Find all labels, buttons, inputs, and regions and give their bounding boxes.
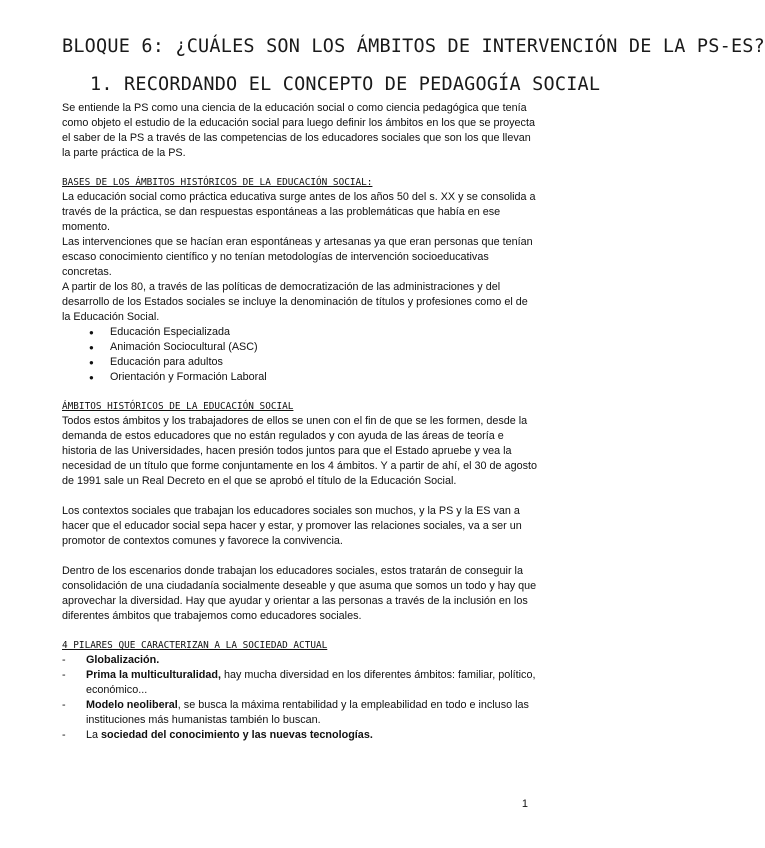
ambitos-paragraph-3: Dentro de los escenarios donde trabajan los educadores sociales, estos tratarán de conseguir la consolidación de una ciudadanía socialmente deseable y que asuma que somos un todo y hay que aprovechar la diversidad. Hay que ayudar y orientar a las personas a través de la inclusión en los diferentes ámbitos que trabajemos como educadores sociales. [62,565,537,622]
list-item: - Prima la multiculturalidad, hay mucha diversidad en los diferentes ámbitos: familiar, político, económico... [62,669,536,696]
section-heading-ambitos: ÁMBITOS HISTÓRICOS DE LA EDUCACIÓN SOCIAL [62,401,294,412]
ambitos-paragraph-1: Todos estos ámbitos y los trabajadores de ellos se unen con el fin de que se les formen, desde la demanda de estos educadores que no están regulados y con ayuda de las áreas de teoría e historia de las Universidades, hacen presión todos juntos para que el Estado apruebe y vea la necesidad de un título que forme conjuntamente en los 4 ámbitos. Y a partir de ahí, el 30 de agosto de 1991 sale un Real Decreto en el que se aprobó el título de la Educación Social. [62,415,537,487]
list-item: - Globalización. [62,654,160,666]
pilares-list [62,653,537,743]
list-item: ● Animación Sociocultural (ASC) [62,340,537,355]
page-number: 1 [521,798,528,810]
section-heading-pilares: 4 PILARES QUE CARACTERIZAN A LA SOCIEDAD ACTUAL [62,640,328,651]
intro-paragraph: Se entiende la PS como una ciencia de la educación social o como ciencia pedagógica que tenía como objeto el estudio de la educación social para luego definir los ámbitos en los que se proyecta el saber de la PS a través de las competencias de los educadores sociales que son los que llevan la parte práctica de la PS. [62,102,535,159]
block-title: BLOQUE 6: ¿CUÁLES SON LOS ÁMBITOS DE INTERVENCIÓN DE LA PS-ES? [62,36,765,57]
bases-paragraph-1: La educación social como práctica educativa surge antes de los años 50 del s. XX y se consolida a través de la práctica, se dan respuestas espontáneas a las problemáticas que había en ese momento. [62,191,536,233]
list-item: - Modelo neoliberal, se busca la máxima rentabilidad y la empleabilidad en todo e incluso las instituciones más humanistas también lo buscan. [62,699,529,726]
section-subtitle: 1. RECORDANDO EL CONCEPTO DE PEDAGOGÍA SOCIAL [90,74,601,95]
section-heading-bases: BASES DE LOS ÁMBITOS HISTÓRICOS DE LA EDUCACIÓN SOCIAL: [62,177,373,188]
list-item: ● Educación para adultos [62,355,537,370]
bases-paragraph-3: A partir de los 80, a través de las políticas de democratización de las administraciones y del desarrollo de los Estados sociales se incluye la denominación de títulos y profesiones como el de la Educación Social. [62,281,528,323]
bases-paragraph-2: Las intervenciones que se hacían eran espontáneas y artesanas ya que eran personas que tenían escaso conocimiento científico y no tenían metodologías de intervención socioeducativas concretas. [62,236,533,278]
list-item: ● Orientación y Formación Laboral [62,370,537,385]
ambitos-paragraph-2: Los contextos sociales que trabajan los educadores sociales son muchos, y la PS y la ES van a hacer que el educador social sepa hacer y estar, y promover las relaciones sociales, va a ser un promotor de contextos comunes y favorece la convivencia. [62,505,522,547]
ambitos-list [62,325,537,385]
list-item: - La sociedad del conocimiento y las nuevas tecnologías. [62,729,373,741]
document-body [62,101,537,743]
list-item: ● Educación Especializada [62,325,537,340]
